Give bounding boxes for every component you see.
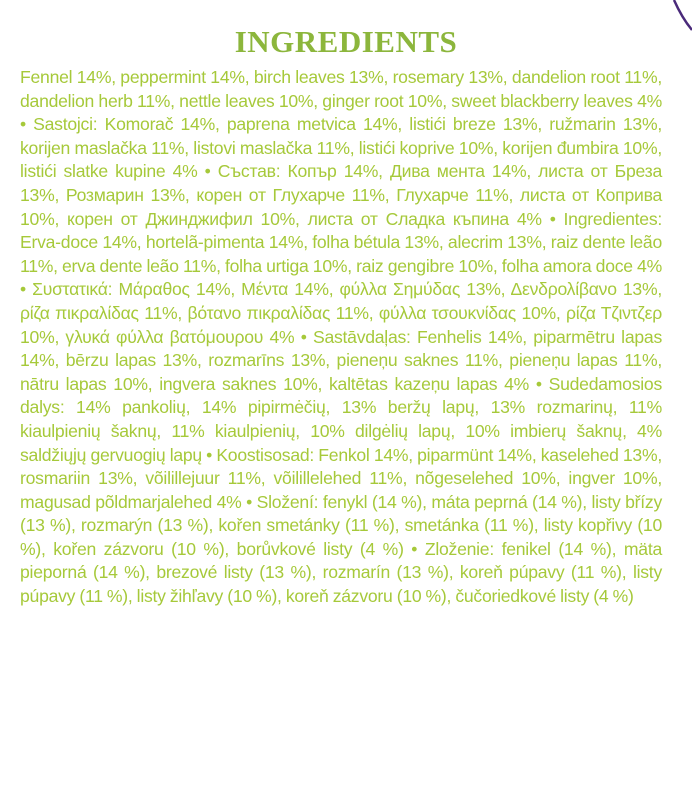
ingredients-heading: INGREDIENTS — [234, 24, 458, 59]
ingredients-list: Fennel 14%, peppermint 14%, birch leaves 13%, rosemary 13%, dandelion root 11%, dandelion herb 11%, nettle leaves 10%, ginger root 10%, sweet blackberry leaves 4% • Sastojci: Komorač 14%, paprena metvica 14%, listići breze 13%, ružmarin 13%, korijen maslačka 11%, listovi maslačka 11%, listići koprive 10%, korijen đumbira 10%, listići slatke kupine 4% • Състав: Копър 14%, Дива мента 14%, листа от Бреза 13%, Розмарин 13%, корен от Глухарче 11%, Глухарче 11%, листа от Коприва 10%, корен от Джинджифил 10%, листа от Сладка къпина 4% • Ingredientes: Erva-doce 14%, hortelã-pimenta 14%, folha bétula 13%, alecrim 13%, raiz dente leão 11%, erva dente leão 11%, folha urtiga 10%, raiz gengibre 10%, folha amora doce 4% • Συστατικά: Μάραθος 14%, Μέντα 14%, φύλλα Σημύδας 13%, Δενδρολίβανο 13%, ρίζα πικραλίδας 11%, βότανο πικραλίδας 11%, φύλλα τσουκνίδας 10%, ρίζα Τζιντζερ 10%, γλυκά φύλλα βατόμουρου 4% • Sastāvdaļas: Fenhelis 14%, piparmētru lapas 14%, bērzu lapas 13%, rozmarīns 13%, pieneņu saknes 11%, pieneņu lapas 11%, nātru lapas 10%, ingvera saknes 10%, kaltētas kazeņu lapas 4% • Sudedamosios dalys: 14% pankolių, 14% pipirmėčių, 13% beržų lapų, 13% rozmarinų, 11% kiaulpienių šaknų, 11% kiaulpienių, 10% dilgėlių lapų, 10% imbierų šaknų, 4% saldžiųjų gervuogių lapų • Koostisosad: Fenkol 14%, piparmünt 14%, kaselehed 13%, rosmariin 13%, võilillejuur 11%, võilillelehed 11%, nõgeselehed 10%, ingver 10%, magusad põldmarjalehed 4% • Složení: fenykl (14 %), máta peprná (14 %), listy břízy (13 %), rozmarýn (13 %), kořen smetánky (11 %), smetánka (11 %), listy kopřivy (10 %), kořen zázvoru (10 %), borůvkové listy (4 %) • Zloženie: fenikel (14 %), mäta pieporná (14 %), brezové listy (13 %), rozmarín (13 %), koreň púpavy (11 %), listy púpavy (11 %), listy žihľavy (10 %), koreň zázvoru (10 %), čučoriedkové listy (4 %) — [20, 67, 662, 607]
